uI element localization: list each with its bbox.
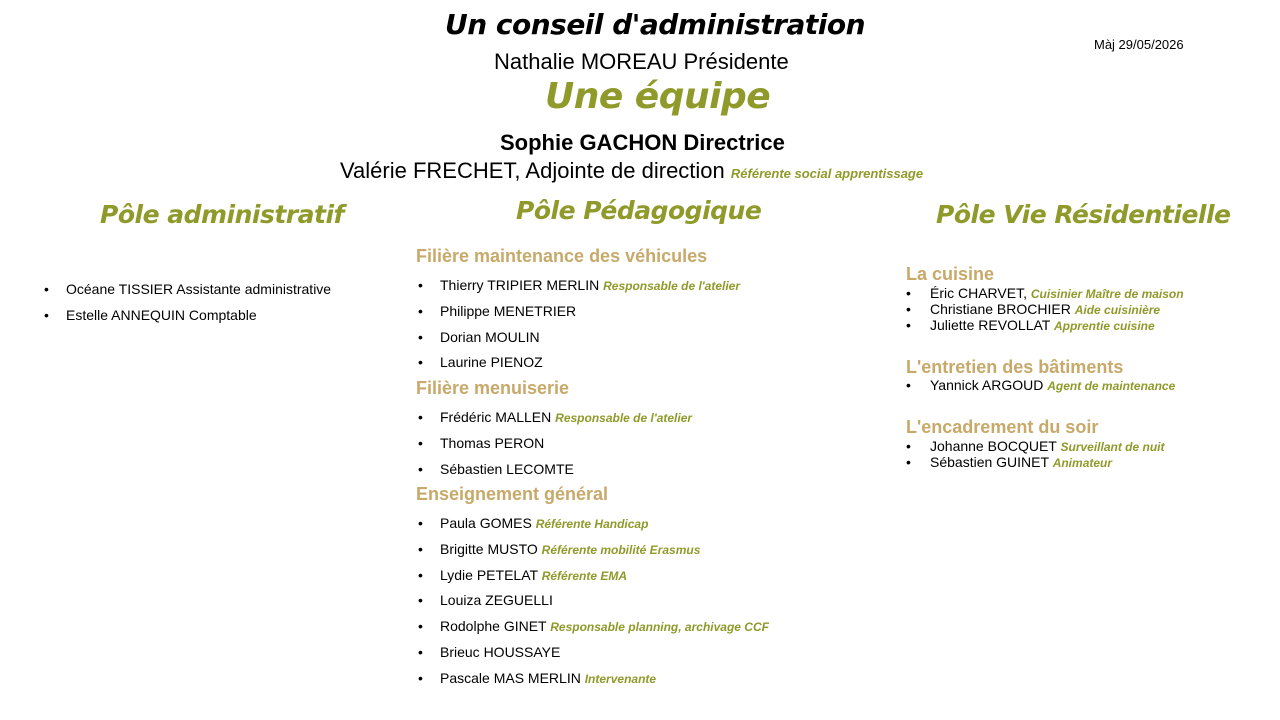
admin-member-list <box>66 281 331 333</box>
member-name: Thierry TRIPIER MERLIN <box>440 277 600 293</box>
list-item <box>930 285 1184 301</box>
member-role: Surveillant de nuit <box>1060 440 1165 454</box>
section-title-maintenance: Filière maintenance des véhicules <box>416 246 708 266</box>
member-name: Laurine PIENOZ <box>440 354 543 371</box>
member-name: Christiane BROCHIER <box>930 301 1071 317</box>
member-name: Johanne BOCQUET <box>930 438 1057 454</box>
member-role: Aide cuisinière <box>1074 303 1161 317</box>
section-title-encadrement: L'encadrement du soir <box>906 417 1099 437</box>
pole-peda-title: Pôle Pédagogique <box>516 196 762 225</box>
pole-vie-title: Pôle Vie Résidentielle <box>936 200 1231 229</box>
member-role: Responsable de l'atelier <box>555 411 693 425</box>
member-name: Paula GOMES <box>440 515 532 531</box>
update-date: Màj 29/05/2026 <box>1094 37 1184 52</box>
list-item <box>66 281 331 307</box>
list-item <box>440 435 692 461</box>
encadrement-member-list <box>930 438 1165 470</box>
list-item <box>440 303 740 329</box>
list-item <box>66 307 331 333</box>
section-title-menuiserie: Filière menuiserie <box>416 378 570 398</box>
member-role: Agent de maintenance <box>1047 379 1176 393</box>
list-item <box>440 618 769 644</box>
list-item <box>440 670 769 696</box>
member-name: Éric CHARVET, <box>930 285 1027 301</box>
member-name: Frédéric MALLEN <box>440 409 552 425</box>
list-item <box>930 377 1175 393</box>
member-name: Thomas PERON <box>440 434 545 451</box>
member-name: Brigitte MUSTO <box>440 540 538 557</box>
member-name: Estelle ANNEQUIN Comptable <box>66 307 257 323</box>
list-item <box>440 461 692 487</box>
member-name: Sébastien GUINET <box>930 454 1049 470</box>
member-role: Intervenante <box>584 671 657 686</box>
list-item <box>440 567 769 593</box>
member-name: Juliette REVOLLAT <box>930 317 1051 333</box>
member-role: Référente Handicap <box>535 517 649 531</box>
maintenance-member-list <box>440 277 740 380</box>
member-role: Responsable planning, archivage CCF <box>550 620 769 635</box>
member-name: Philippe MENETRIER <box>440 302 577 319</box>
list-item <box>440 329 740 355</box>
team-title: Une équipe <box>545 76 771 117</box>
list-item <box>930 438 1165 454</box>
list-item <box>440 541 769 567</box>
member-name: Louiza ZEGUELLI <box>440 592 553 609</box>
member-role: Apprentie cuisine <box>1053 319 1155 333</box>
list-item <box>930 317 1184 333</box>
member-name: Dorian MOULIN <box>440 328 540 345</box>
section-title-entretien: L'entretien des bâtiments <box>906 357 1124 377</box>
member-name: Océane TISSIER Assistante administrative <box>66 281 332 297</box>
deputy-role: Référente social apprentissage <box>730 166 924 181</box>
section-title-cuisine: La cuisine <box>906 264 995 284</box>
member-role: Animateur <box>1052 456 1113 470</box>
list-item <box>440 277 740 303</box>
list-item <box>440 409 692 435</box>
entretien-member-list <box>930 377 1175 393</box>
list-item <box>440 644 769 670</box>
member-name: Pascale MAS MERLIN <box>440 669 581 686</box>
list-item <box>930 454 1165 470</box>
list-item <box>440 592 769 618</box>
member-role: Référente EMA <box>541 568 628 583</box>
list-item <box>440 354 740 380</box>
cuisine-member-list <box>930 285 1184 333</box>
list-item <box>440 515 769 541</box>
member-name: Lydie PETELAT <box>440 566 538 583</box>
pole-admin-title: Pôle administratif <box>100 200 344 229</box>
member-name: Rodolphe GINET <box>440 618 547 635</box>
member-name: Sébastien LECOMTE <box>440 460 574 477</box>
member-role: Responsable de l'atelier <box>603 279 741 293</box>
deputy-line <box>340 158 923 184</box>
menuiserie-member-list <box>440 409 692 486</box>
president-line: Nathalie MOREAU Présidente <box>494 49 789 74</box>
deputy-name: Valérie FRECHET, Adjointe de direction <box>340 158 725 183</box>
board-title: Un conseil d'administration <box>444 8 866 41</box>
member-name: Brieuc HOUSSAYE <box>440 643 561 660</box>
list-item <box>930 301 1184 317</box>
member-role: Cuisinier Maître de maison <box>1030 287 1184 301</box>
director-line: Sophie GACHON Directrice <box>500 130 785 155</box>
section-title-enseignement: Enseignement général <box>416 484 609 504</box>
enseignement-member-list <box>440 515 769 696</box>
member-role: Référente mobilité Erasmus <box>541 542 701 557</box>
member-name: Yannick ARGOUD <box>930 377 1044 393</box>
